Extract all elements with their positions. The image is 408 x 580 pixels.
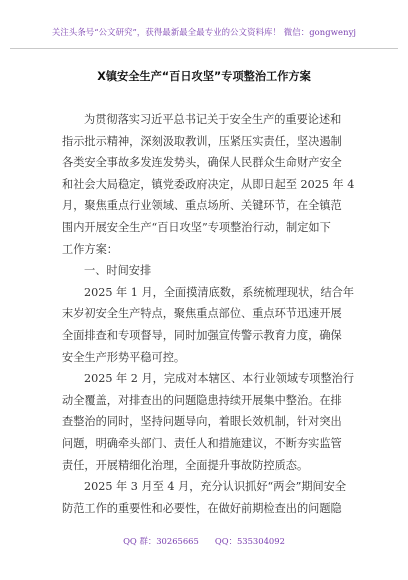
body-line: 2025 年 2 月，完成对本辖区、本行业领域专项整治行 — [84, 372, 355, 386]
body-line: 查整治的同时，坚持问题导向，着眼长效机制，针对突出 — [62, 415, 342, 429]
footer-qq: QQ：535304092 — [214, 536, 285, 546]
header-divider — [10, 48, 398, 49]
body-line: 防范工作的重要性和必要性，在做好前期检查出的问题隐 — [62, 501, 342, 515]
body-line: 围内开展安全生产“百日攻坚”专项整治行动，制定如下 — [62, 220, 331, 234]
body-line: 2025 年 1 月，全面摸清底数，系统梳理现状，结合年 — [84, 285, 355, 299]
document-body — [62, 109, 356, 519]
body-line: 末岁初安全生产特点，聚焦重点部位、重点环节迅速开展 — [62, 307, 342, 321]
body-line: 指示批示精神，深刻汲取教训，压紧压实责任，坚决遏制 — [62, 134, 342, 148]
body-line: 问题，明确牵头部门、责任人和措施建议，不断夯实监管 — [62, 436, 342, 450]
document-title: X镇安全生产“百日攻坚”专项整治工作方案 — [97, 70, 311, 83]
header-notice: 关注头条号“公文研究”，获得最新最全最专业的公文资料库！ 微信：gongwenyj — [51, 27, 357, 37]
footer-qq-group: QQ 群：30265665 — [123, 536, 199, 546]
body-line: 各类安全事故多发连发势头，确保人民群众生命财产安全 — [62, 156, 342, 170]
body-line: 2025 年 3 月至 4 月，充分认识抓好“两会”期间安全 — [84, 480, 347, 494]
footer — [0, 535, 408, 547]
body-line: 责任，开展精细化治理，全面提升事故防控质态。 — [62, 458, 309, 472]
body-line: 一、时间安排 — [84, 264, 152, 278]
body-line: 月，聚焦重点行业领域、重点场所、关键环节，在全镇范 — [62, 199, 342, 213]
body-line: 为贯彻落实习近平总书记关于安全生产的重要论述和 — [84, 113, 342, 126]
body-line: 动全覆盖，对排查出的问题隐患持续开展集中整治。在排 — [62, 393, 342, 407]
body-line: 和社会大局稳定，镇党委政府决定，从即日起至 2025 年 4 — [62, 177, 355, 191]
body-line: 工作方案： — [62, 242, 118, 256]
body-line: 全面排查和专项督导，同时加强宣传警示教育力度，确保 — [62, 328, 342, 342]
body-line: 安全生产形势平稳可控。 — [62, 350, 186, 364]
